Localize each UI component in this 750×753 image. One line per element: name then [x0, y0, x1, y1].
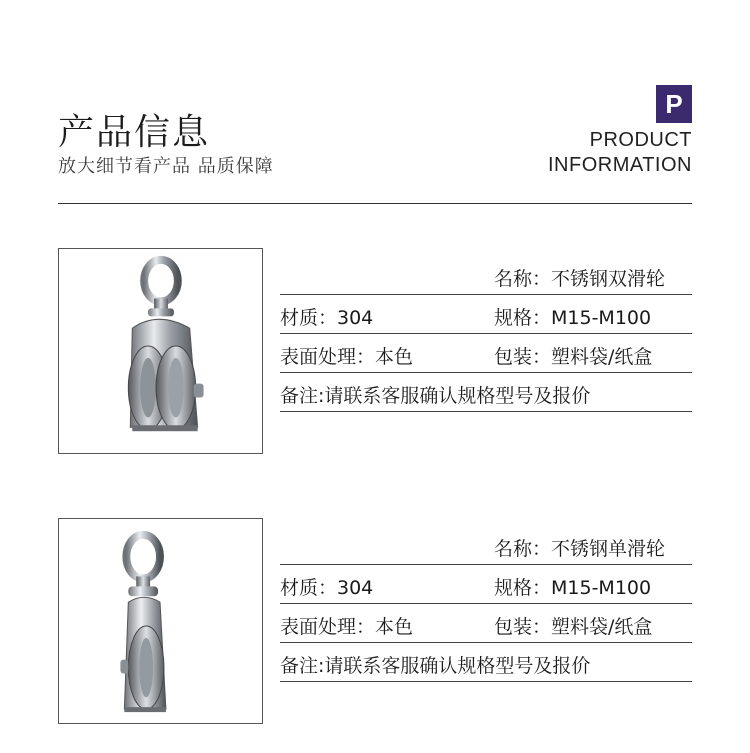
p-logo-badge: P	[656, 85, 692, 123]
page-title: 产品信息	[58, 112, 211, 153]
product-image-single-pulley	[58, 518, 263, 724]
product-card-single-pulley	[0, 518, 750, 724]
spec-row-note	[280, 643, 692, 682]
spec-row-material	[280, 565, 692, 604]
specification: 规格：M15-M100	[494, 307, 652, 329]
material: 材质：304	[280, 307, 374, 329]
surface-finish: 表面处理：本色	[280, 346, 414, 368]
spec-row-note	[280, 373, 692, 412]
note: 备注:请联系客服确认规格型号及报价	[280, 385, 591, 407]
spec-row-surface	[280, 604, 692, 643]
english-title-line2: INFORMATION	[547, 154, 692, 176]
surface-finish: 表面处理：本色	[280, 616, 414, 638]
single-pulley-image	[59, 519, 262, 723]
page-subtitle: 放大细节看产品 品质保障	[58, 156, 274, 177]
product-name: 名称：不锈钢双滑轮	[494, 268, 666, 290]
note: 备注:请联系客服确认规格型号及报价	[280, 655, 591, 677]
product-name: 名称：不锈钢单滑轮	[494, 538, 666, 560]
spec-row-name	[280, 256, 692, 295]
packaging: 包装：塑料袋/纸盒	[494, 346, 653, 368]
spec-row-name	[280, 526, 692, 565]
specification: 规格：M15-M100	[494, 577, 652, 599]
product-card-double-pulley	[0, 248, 750, 454]
material: 材质：304	[280, 577, 374, 599]
double-pulley-image	[59, 249, 262, 453]
header-divider	[58, 203, 692, 204]
packaging: 包装：塑料袋/纸盒	[494, 616, 653, 638]
english-title-line1: PRODUCT	[589, 129, 692, 151]
product-image-double-pulley	[58, 248, 263, 454]
spec-row-surface	[280, 334, 692, 373]
spec-row-material	[280, 295, 692, 334]
